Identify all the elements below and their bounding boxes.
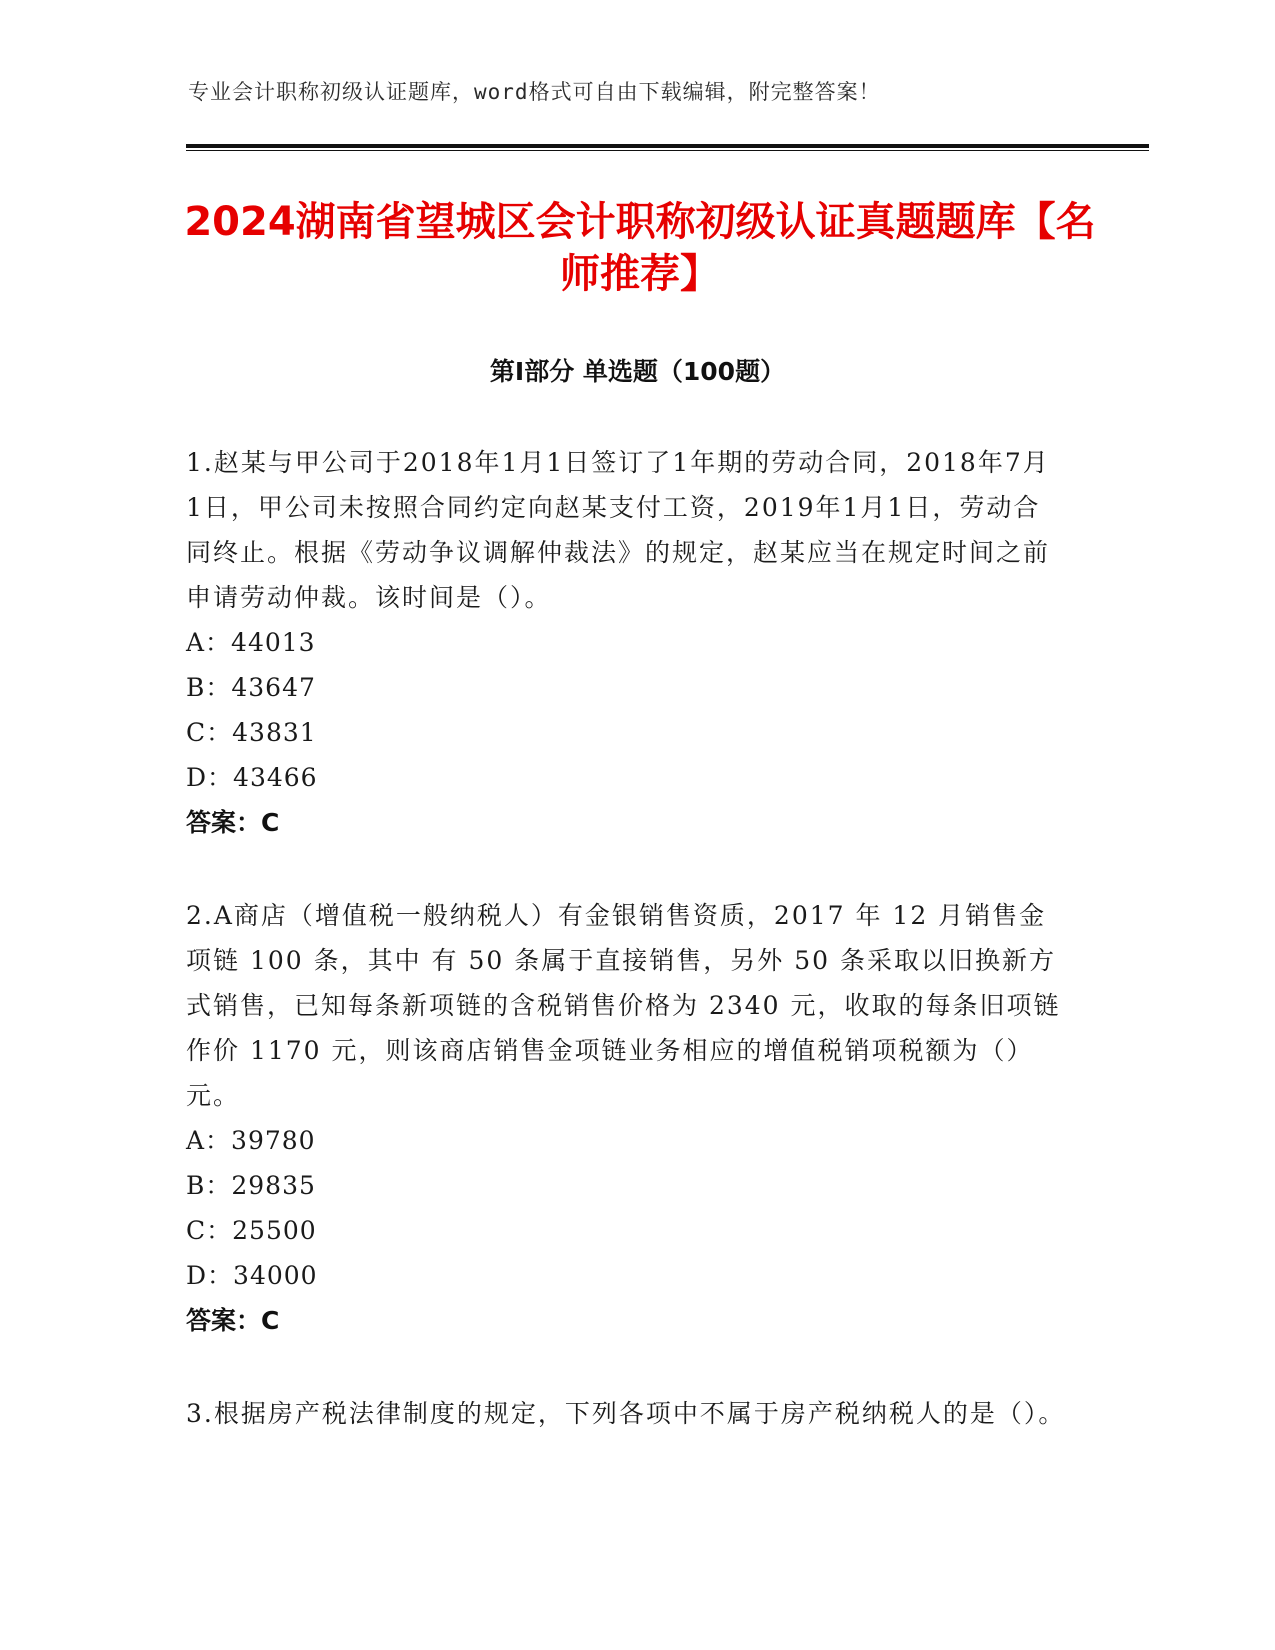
answer: 答案：C [186, 1306, 280, 1335]
header-divider-thin [186, 150, 1149, 151]
question-stem: 3.根据房产税法律制度的规定，下列各项中不属于房产税纳税人的是（）。 [186, 1399, 1066, 1428]
answer: 答案：C [186, 808, 280, 837]
option-a: A：44013 [186, 628, 316, 657]
question-1 [186, 440, 1066, 845]
question-stem: 2.A商店（增值税一般纳税人）有金银销售资质，2017 年 12 月销售金项链 100 条，其中 有 50 条属于直接销售，另外 50 条采取以旧换新方式销售，已知每条新项链的含税销售价格为 2340 元，收取的每条旧项链作价 1170 元，则该商店销售金项链业务相应的增值税销项税额为（）元。 [186, 901, 1061, 1110]
option-b: B：29835 [186, 1171, 316, 1200]
option-c: C：25500 [186, 1216, 317, 1245]
option-c: C：43831 [186, 718, 317, 747]
option-d: D：43466 [186, 763, 318, 792]
header-note: 专业会计职称初级认证题库，word格式可自由下载编辑，附完整答案！ [188, 80, 881, 104]
document-title: 2024湖南省望城区会计职称初级认证真题题库【名师推荐】 [184, 199, 1096, 297]
question-2 [186, 893, 1066, 1343]
option-a: A：39780 [186, 1126, 316, 1155]
question-3 [186, 1391, 1066, 1436]
header-divider-thick [186, 144, 1149, 148]
question-stem: 1.赵某与甲公司于2018年1月1日签订了1年期的劳动合同，2018年7月1日，甲公司未按照合同约定向赵某支付工资，2019年1月1日，劳动合同终止。根据《劳动争议调解仲裁法》的规定，赵某应当在规定时间之前申请劳动仲裁。该时间是（）。 [186, 448, 1051, 612]
section-heading: 第I部分 单选题（100题） [489, 357, 786, 386]
option-b: B：43647 [186, 673, 316, 702]
option-d: D：34000 [186, 1261, 318, 1290]
